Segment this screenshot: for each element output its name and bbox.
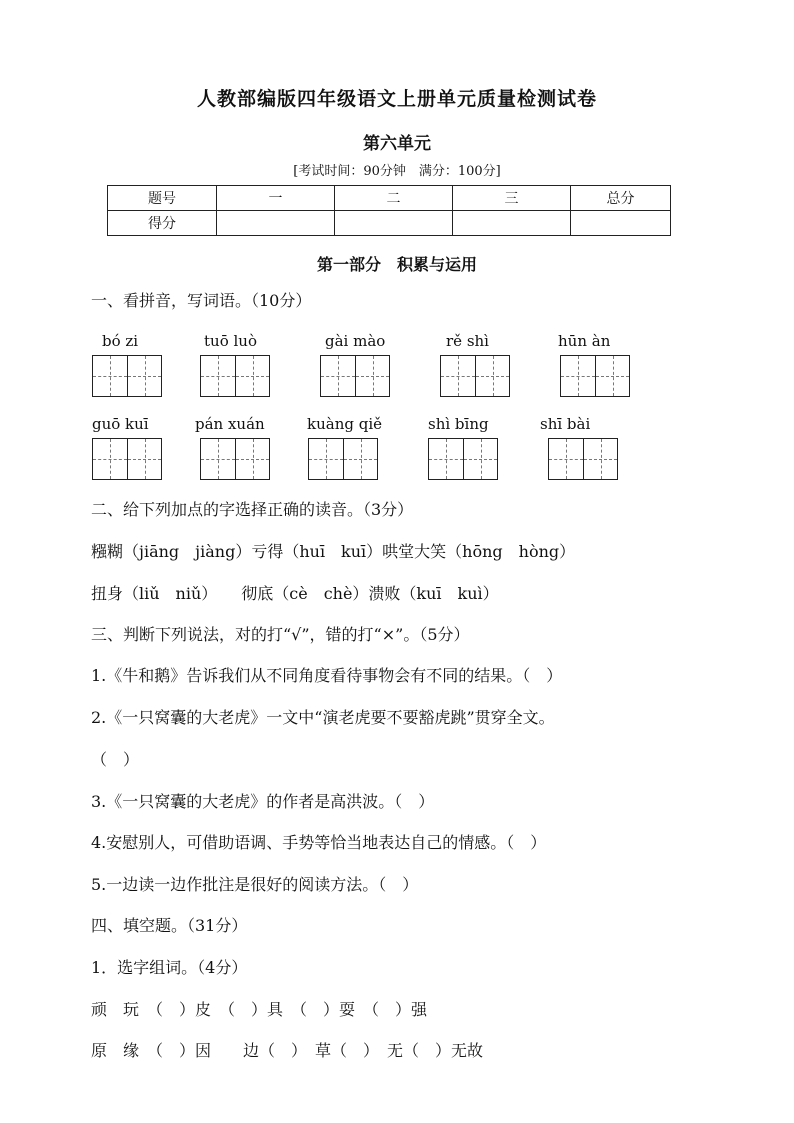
score-input-cell[interactable] bbox=[217, 211, 335, 236]
writing-grid[interactable] bbox=[92, 438, 162, 480]
q3-item: 1.《牛和鹅》告诉我们从不同角度看待事物会有不同的结果。（ ） bbox=[91, 666, 563, 685]
score-cell: 总分 bbox=[571, 186, 671, 211]
q3-item: 3.《一只窝囊的大老虎》的作者是高洪波。（ ） bbox=[91, 792, 435, 811]
writing-grid[interactable] bbox=[200, 438, 270, 480]
writing-grid[interactable] bbox=[308, 438, 378, 480]
q4-heading: 四、填空题。（31分） bbox=[91, 916, 248, 935]
pinyin-label: shī bài bbox=[540, 415, 591, 433]
q1-heading: 一、看拼音，写词语。（10分） bbox=[91, 291, 312, 310]
score-cell: 题号 bbox=[108, 186, 217, 211]
score-cell: 得分 bbox=[108, 211, 217, 236]
q2-heading: 二、给下列加点的字选择正确的读音。（3分） bbox=[91, 500, 414, 519]
exam-title: 人教部编版四年级语文上册单元质量检测试卷 bbox=[196, 88, 597, 110]
writing-grid[interactable] bbox=[320, 355, 390, 397]
writing-grid[interactable] bbox=[428, 438, 498, 480]
exam-info: [考试时间：90分钟 满分：100分] bbox=[293, 164, 501, 179]
part-title: 第一部分 积累与运用 bbox=[316, 255, 477, 274]
q3-item: 5.一边读一边作批注是很好的阅读方法。（ ） bbox=[91, 875, 419, 894]
pinyin-label: bó zi bbox=[102, 332, 139, 350]
score-cell: 一 bbox=[217, 186, 335, 211]
q2-line: 糨糊（jiāng jiàng）亏得（huī kuī）哄堂大笑（hōng hòng） bbox=[91, 542, 576, 561]
writing-grid[interactable] bbox=[548, 438, 618, 480]
score-cell: 二 bbox=[335, 186, 453, 211]
writing-grid[interactable] bbox=[200, 355, 270, 397]
q2-line: 扭身（liǔ niǔ） 彻底（cè chè）溃败（kuī kuì） bbox=[91, 584, 499, 603]
pinyin-label: kuàng qiě bbox=[307, 415, 382, 433]
pinyin-label: rě shì bbox=[446, 332, 489, 350]
writing-grid[interactable] bbox=[440, 355, 510, 397]
score-input-cell[interactable] bbox=[571, 211, 671, 236]
q3-item: 2.《一只窝囊的大老虎》一文中“演老虎要不要豁虎跳”贯穿全文。 bbox=[91, 708, 555, 727]
pinyin-label: shì bīng bbox=[428, 415, 489, 433]
pinyin-label: tuō luò bbox=[204, 332, 257, 350]
q3-item: 4.安慰别人，可借助语调、手势等恰当地表达自己的情感。（ ） bbox=[91, 833, 547, 852]
pinyin-label: guō kuī bbox=[92, 415, 149, 433]
writing-grid[interactable] bbox=[92, 355, 162, 397]
score-table-header-row bbox=[108, 186, 671, 211]
q4-line: 原 缘 （ ）因 边（ ） 草（ ） 无（ ）无故 bbox=[91, 1041, 484, 1060]
score-table-score-row bbox=[108, 211, 671, 236]
q4-line: 顽 玩 （ ）皮 （ ）具 （ ）耍 （ ）强 bbox=[91, 1000, 428, 1019]
pinyin-label: hūn àn bbox=[558, 332, 611, 350]
score-cell: 三 bbox=[453, 186, 571, 211]
score-table bbox=[107, 185, 671, 236]
q3-heading: 三、判断下列说法，对的打“√”，错的打“×”。（5分） bbox=[91, 625, 470, 644]
pinyin-label: pán xuán bbox=[195, 415, 265, 433]
score-input-cell[interactable] bbox=[335, 211, 453, 236]
writing-grid[interactable] bbox=[560, 355, 630, 397]
q3-item: （ ） bbox=[91, 750, 140, 769]
pinyin-label: gài mào bbox=[325, 332, 386, 350]
q4-subheading: 1．选字组词。（4分） bbox=[91, 958, 248, 977]
unit-subtitle: 第六单元 bbox=[363, 134, 431, 154]
score-input-cell[interactable] bbox=[453, 211, 571, 236]
